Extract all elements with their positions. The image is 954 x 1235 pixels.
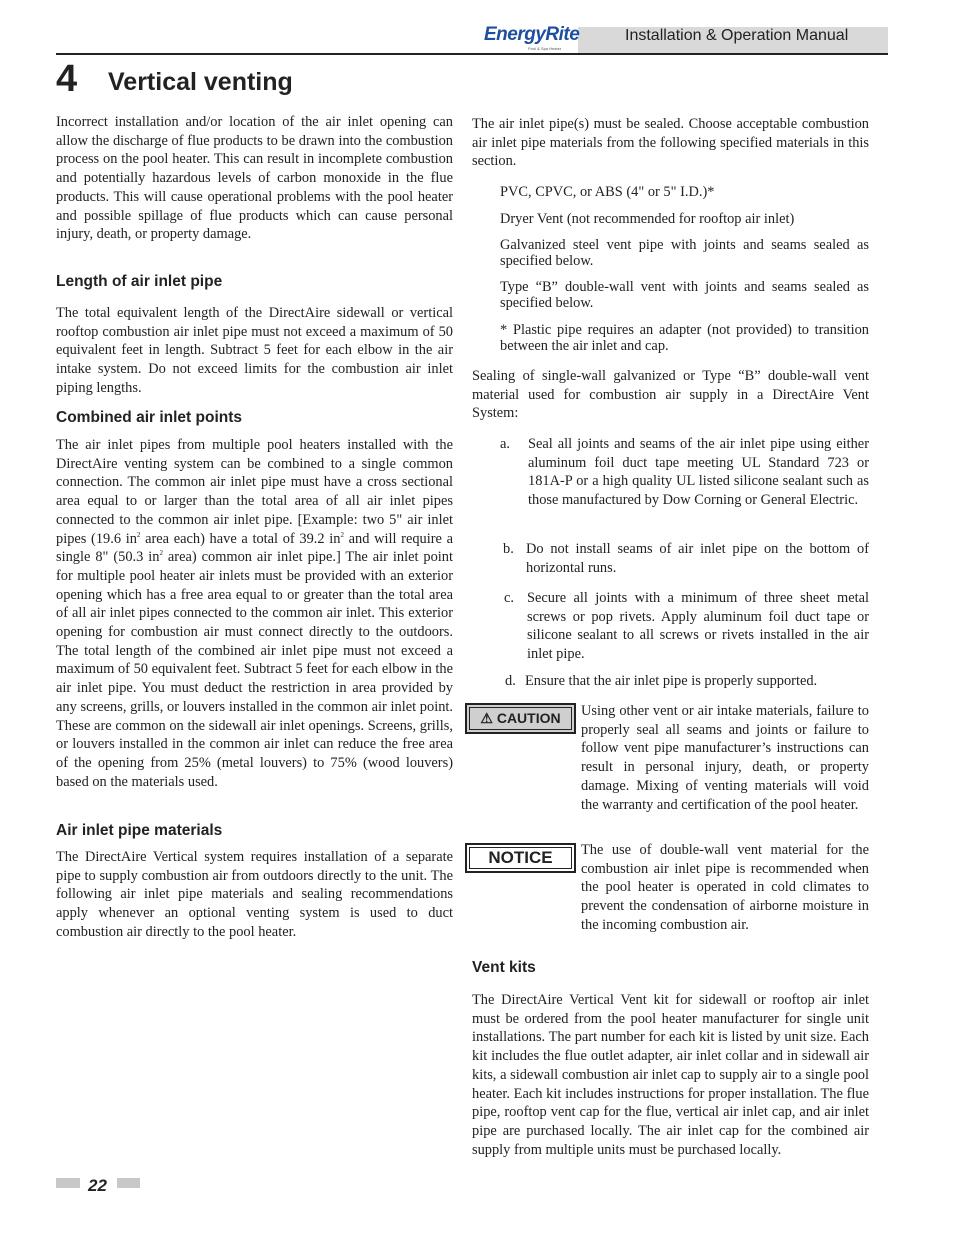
materials-text: The DirectAire Vertical system requires installation of a separate pipe to supply combustion air from outdoors directly to the unit. The following air inlet pipe materials and sealing recommendations apply whenever an optional venting system is used to duct combustion air directly to the pool heater. bbox=[56, 849, 453, 940]
materials-list-text: PVC, CPVC, or ABS (4" or 5" I.D.)* bbox=[500, 184, 715, 200]
vent-kits-paragraph bbox=[472, 991, 869, 1159]
energyrite-logo bbox=[484, 24, 578, 54]
chapter-number: 4 bbox=[56, 58, 78, 100]
combined-heading: Combined air inlet points bbox=[56, 409, 243, 426]
combined-text-a: The air inlet pipes from multiple pool heaters installed with the DirectAire venting system can be combined to a single common connection. The common air inlet pipe must have a cross sectional area equal to or larger than the total area of all air inlet pipes connected to the common air inlet pipe. [Example: two 5" air inlet pipes (19.6 in bbox=[56, 437, 453, 547]
step-text: Ensure that the air inlet pipe is properly supported. bbox=[525, 673, 818, 689]
sealing-text: Sealing of single-wall galvanized or Type “B” double-wall vent material used for combustion air supply in a DirectAire Vent System: bbox=[472, 368, 869, 422]
step-label: d. bbox=[505, 673, 516, 689]
materials-footnote-text: * Plastic pipe requires an adapter (not provided) to transition between the air inlet and cap. bbox=[500, 322, 869, 354]
vent-kits-text: The DirectAire Vertical Vent kit for sidewall or rooftop air inlet must be ordered from the pool heater manufacturer for single unit installations. The part number for each kit is listed by unit size. Each kit includes the flue outlet adapter, air inlet collar and in sidewall air kits, a sidewall combustion air inlet cap to supply air to a single pool heater. Each kit includes instructions for proper installation. The flue pipe, rooftop vent cap for the flue, vertical air inlet cap, and air inlet pipe are purchased locally. The air inlet cap for the combined air supply from multiple units must be purchased locally. bbox=[472, 992, 869, 1158]
materials-paragraph bbox=[56, 848, 453, 942]
sup-1: 2 bbox=[136, 530, 141, 539]
chapter-title: Vertical venting bbox=[108, 68, 293, 96]
intro-paragraph bbox=[56, 113, 453, 244]
materials-list-text: Galvanized steel vent pipe with joints and seams sealed as specified below. bbox=[500, 237, 869, 269]
combined-text bbox=[56, 436, 453, 791]
length-text: The total equivalent length of the DirectAire sidewall or vertical rooftop combustion air inlet pipe must not exceed a maximum of 50 equivalent feet in length. Subtract 5 feet for each elbow in the air intake system. Do not exceed limits for the combustion air inlet piping lengths. bbox=[56, 305, 453, 396]
step-label: a. bbox=[500, 436, 510, 452]
materials-list-text: Dryer Vent (not recommended for rooftop air inlet) bbox=[500, 211, 795, 227]
notice-badge-frame bbox=[469, 847, 572, 869]
caution-label: ⚠ CAUTION bbox=[480, 710, 561, 726]
materials-footnote bbox=[500, 322, 869, 354]
combined-text-c: and will require a single 8" (50.3 in bbox=[56, 530, 453, 566]
logo-text: EnergyRite bbox=[484, 24, 580, 45]
materials-list-item bbox=[500, 183, 869, 202]
sealed-paragraph bbox=[472, 115, 869, 171]
step-label: b. bbox=[503, 541, 514, 557]
intro-text: Incorrect installation and/or location of the air inlet opening can allow the discharge of flue products to be drawn into the combustion process on the pool heater. This can result in incomplete combustion and potentially hazardous levels of carbon monoxide in the flue products. This will cause operational problems with the pool heater and possible spillage of flue products which can cause personal injury, death, or property damage. bbox=[56, 114, 453, 243]
page-number: 22 bbox=[88, 1176, 107, 1195]
combined-paragraph bbox=[56, 436, 453, 791]
sealed-text: The air inlet pipe(s) must be sealed. Choose acceptable combustion air inlet pipe materials from the following specified materials in this section. bbox=[472, 116, 869, 170]
caution-badge-frame bbox=[469, 707, 572, 730]
sup-2: 2 bbox=[340, 530, 344, 539]
length-paragraph bbox=[56, 304, 453, 398]
step-text: Seal all joints and seams of the air inlet pipe using either aluminum foil duct tape meeting UL Standard 723 or 181A-P or a high quality UL listed silicone sealant such as those manufactured by Dow Corning or General Electric. bbox=[528, 436, 869, 509]
materials-list-item bbox=[500, 279, 869, 311]
combined-text-b: area each) have a total of 39.2 in bbox=[140, 530, 341, 547]
page-bar-left bbox=[56, 1178, 80, 1188]
notice-label: NOTICE bbox=[488, 848, 553, 867]
materials-list-item bbox=[500, 237, 869, 269]
notice-paragraph bbox=[581, 841, 869, 935]
sealing-paragraph bbox=[472, 367, 869, 423]
header-rule bbox=[56, 53, 888, 55]
manual-title: Installation & Operation Manual bbox=[625, 27, 849, 44]
page-bar-right bbox=[117, 1178, 140, 1188]
notice-text: The use of double-wall vent material for the combustion air inlet pipe is recommended when the pool heater is operated in cold climates to prevent the condensation of airborne moisture in the incoming combustion air. bbox=[581, 842, 869, 933]
caution-text: Using other vent or air intake materials, failure to properly seal all seams and joints or failure to follow vent pipe manufacturer’s instructions can result in personal injury, death, or property damage. Mixing of venting materials will void the warranty and certification of the pool heater. bbox=[581, 703, 869, 813]
materials-list-text: Type “B” double-wall vent with joints and seams sealed as specified below. bbox=[500, 279, 869, 311]
length-heading: Length of air inlet pipe bbox=[56, 273, 223, 290]
vent-kits-heading: Vent kits bbox=[472, 959, 536, 976]
caution-paragraph bbox=[581, 702, 869, 814]
step-text: Secure all joints with a minimum of three sheet metal screws or pop rivets. Apply aluminum foil duct tape or silicone sealant to all screws or rivets installed in the air inlet pipe. bbox=[527, 590, 869, 663]
step-label: c. bbox=[504, 590, 514, 606]
logo-subtext: Pool & Spa Heater bbox=[528, 46, 562, 51]
materials-heading: Air inlet pipe materials bbox=[56, 822, 223, 839]
materials-list-item bbox=[500, 210, 869, 229]
notice-badge bbox=[465, 843, 576, 873]
caution-badge bbox=[465, 703, 576, 734]
combined-text-d: area) common air inlet pipe.] The air inlet point for multiple pool heater air inlets must be provided with an exterior opening which has a free area equal to or greater than the total area of all air inlet pipes connected to the common air inlet. This exterior opening for combustion air must connect directly to the outdoors. The total length of the combined air inlet pipe must not exceed a maximum of 50 equivalent feet. Subtract 5 feet for each elbow in the air inlet pipe. You must deduct the restriction in area provided by any screens, grills, or louvers installed in the common air inlet point. These are common on the sidewall air inlet openings. Screens, grills, or louvers installed in the common air inlet can reduce the free area of the opening from 25% (metal louvers) to 75% (wood louvers) based on the materials used. bbox=[56, 549, 453, 790]
sup-3: 2 bbox=[159, 549, 163, 558]
step-text: Do not install seams of air inlet pipe on the bottom of horizontal runs. bbox=[526, 541, 869, 576]
